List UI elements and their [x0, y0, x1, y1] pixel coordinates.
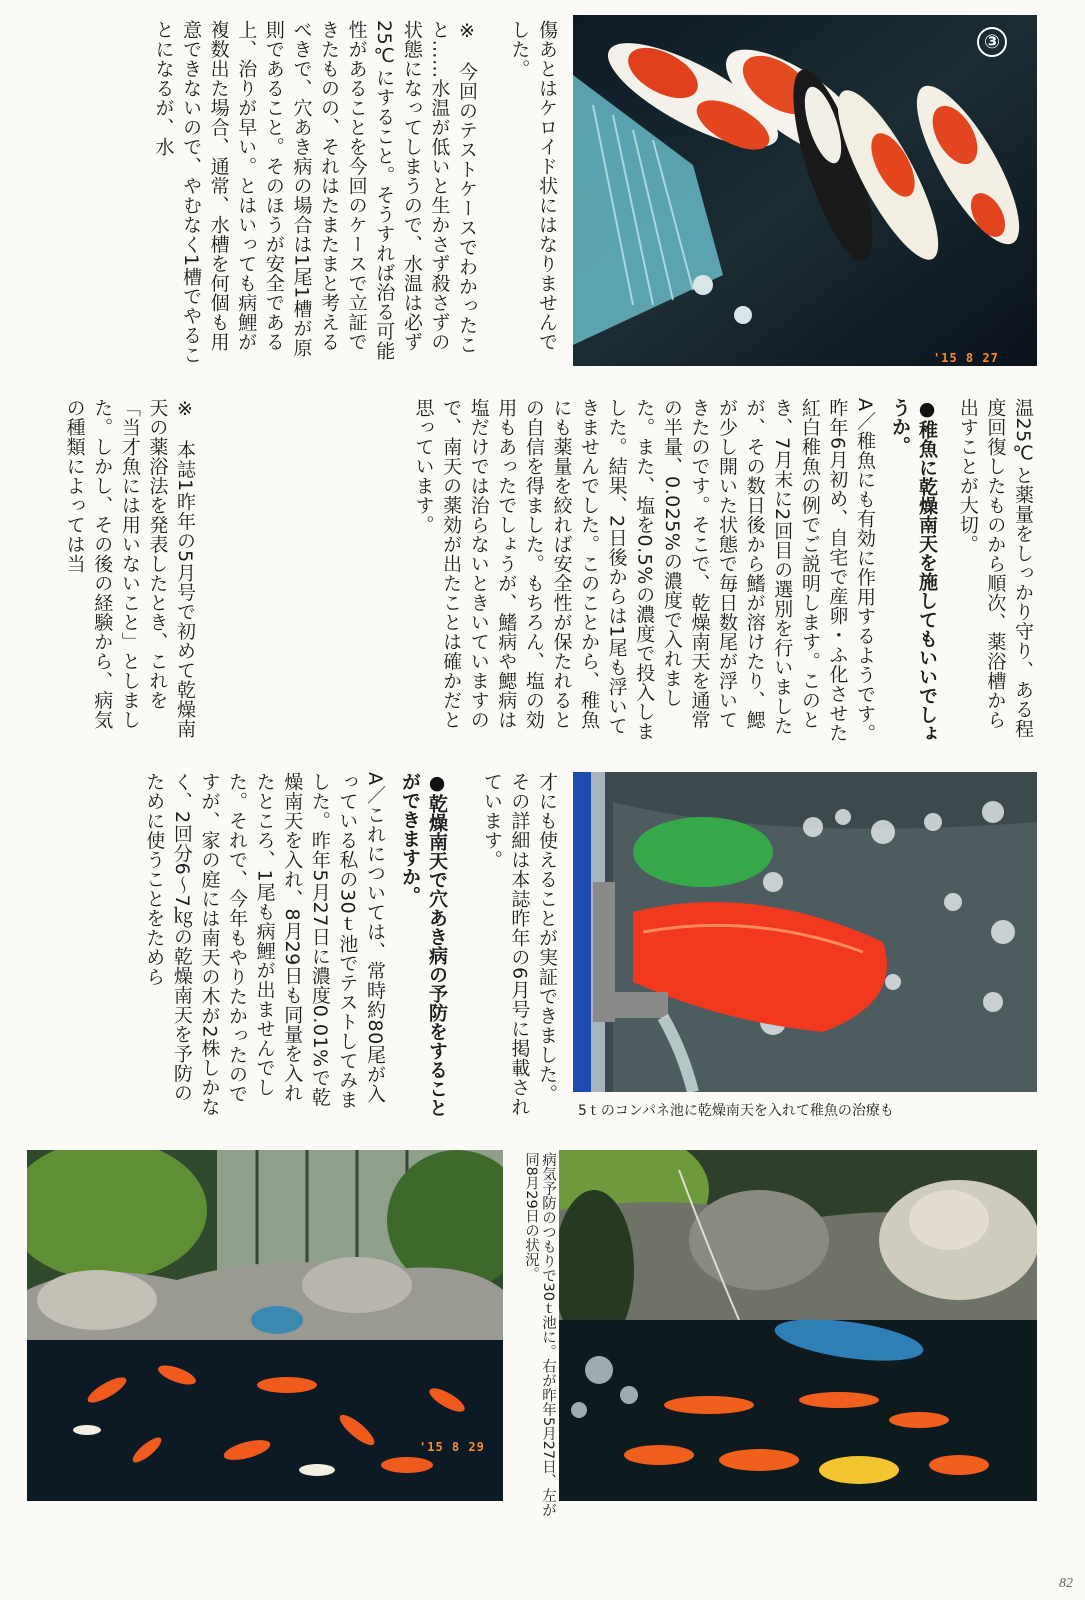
question-prevention-text: 乾燥南天で穴あき病の予防をすることができますか。 — [399, 772, 448, 1117]
page-number: 82 — [1059, 1576, 1073, 1591]
garden-pond-photo-left — [27, 1150, 503, 1501]
text-prevention-answer: A／これについては、常時約80尾が入っている私の30ｔ池でテストしてみました。昨年5月27日に濃度0.01%で乾燥南天を入れ、8月29日も同量を入れたところ、1尾も病鯉が出ませんでした。それで、今年もやりたかったのですが、家の庭には南天の木が2株しかなく、2回分6～7㎏の乾燥南天を予防のために使うことをためら — [143, 772, 386, 1117]
fry-pond-photo — [573, 772, 1037, 1092]
question-prevention-heading: ●乾燥南天で穴あき病の予防をすることができますか。 — [399, 772, 448, 1117]
photo-date-stamp: '15 8 27 — [933, 351, 999, 365]
question-fry-text: 稚魚に乾燥南天を施してもいいでしょうか。 — [889, 398, 938, 743]
koi-tank-photo — [573, 15, 1037, 366]
photo-number-badge: ③ — [977, 27, 1007, 57]
garden-pond-photo-right — [559, 1150, 1037, 1501]
fry-pond-caption: 5ｔのコンパネ池に乾燥南天を入れて稚魚の治療も — [578, 1103, 894, 1119]
text-wound-note: 傷あとはケロイド状にはなりませんでした。 — [508, 20, 558, 352]
pond-date-stamp: '15 8 29 — [419, 1440, 485, 1454]
text-test-case-note: ※ 今回のテストケースでわかったこと……水温が低いと生かさず殺さずの状態になってしまうので、水温は必ず25℃にすること。そうすれば治る可能性があることを今回のケースで立証できたものの、それはたまたまと考えるべきで、穴あき病の場合は1尾1槽が原則であること。そのほうが安全である上、治りが早い。とはいっても病鯉が複数出た場合、通常、水槽を何個も用意できないので、やむなく1槽でやることになるが、水 — [152, 20, 478, 365]
text-fry-answer: A／稚魚にも有効に作用するようです。昨年6月初め、自宅で産卵・ふ化させた紅白稚魚の例でご説明します。このとき、7月末に2回目の選別を行いましたが、その数日後から鰭が溶けたり、鰓が少し開いた状態で毎日数尾が浮いてきたのです。そこで、乾燥南天を通常の半量、0.025%の濃度で入れました。また、塩を0.5%の濃度で投入しました。結果、2日後からは1尾も浮いてきませんでした。このことから、稚魚にも薬量を絞れば安全性が保たれるとの自信を得ました。もちろん、塩の効用もあったでしょうが、鰭病や鰓病は塩だけでは治らないときいていますので、南天の薬効が出たことは確かだと思っています。 — [412, 398, 876, 743]
text-magazine-note: ※ 本誌1昨年の5月号で初めて乾燥南天の薬浴法を発表したとき、これを「当才魚には用いないこと」としました。しかし、その後の経験から、病気の種類によっては当 — [63, 398, 196, 739]
text-water-temp-continued: 温25℃と薬量をしっかり守り、ある程度回復したものから順次、薬浴槽から出すことが大切。 — [956, 398, 1034, 739]
text-fry-proof: 才にも使えることが実証できました。その詳細は本誌昨年の6月号に掲載されています。 — [480, 772, 558, 1117]
question-fry-heading: ●稚魚に乾燥南天を施してもいいでしょうか。 — [889, 398, 938, 743]
pond-comparison-caption: 病気予防のつもりで30ｔ池に。右が昨年5月27日、左が同8月29日の状況。 — [523, 1152, 556, 1518]
